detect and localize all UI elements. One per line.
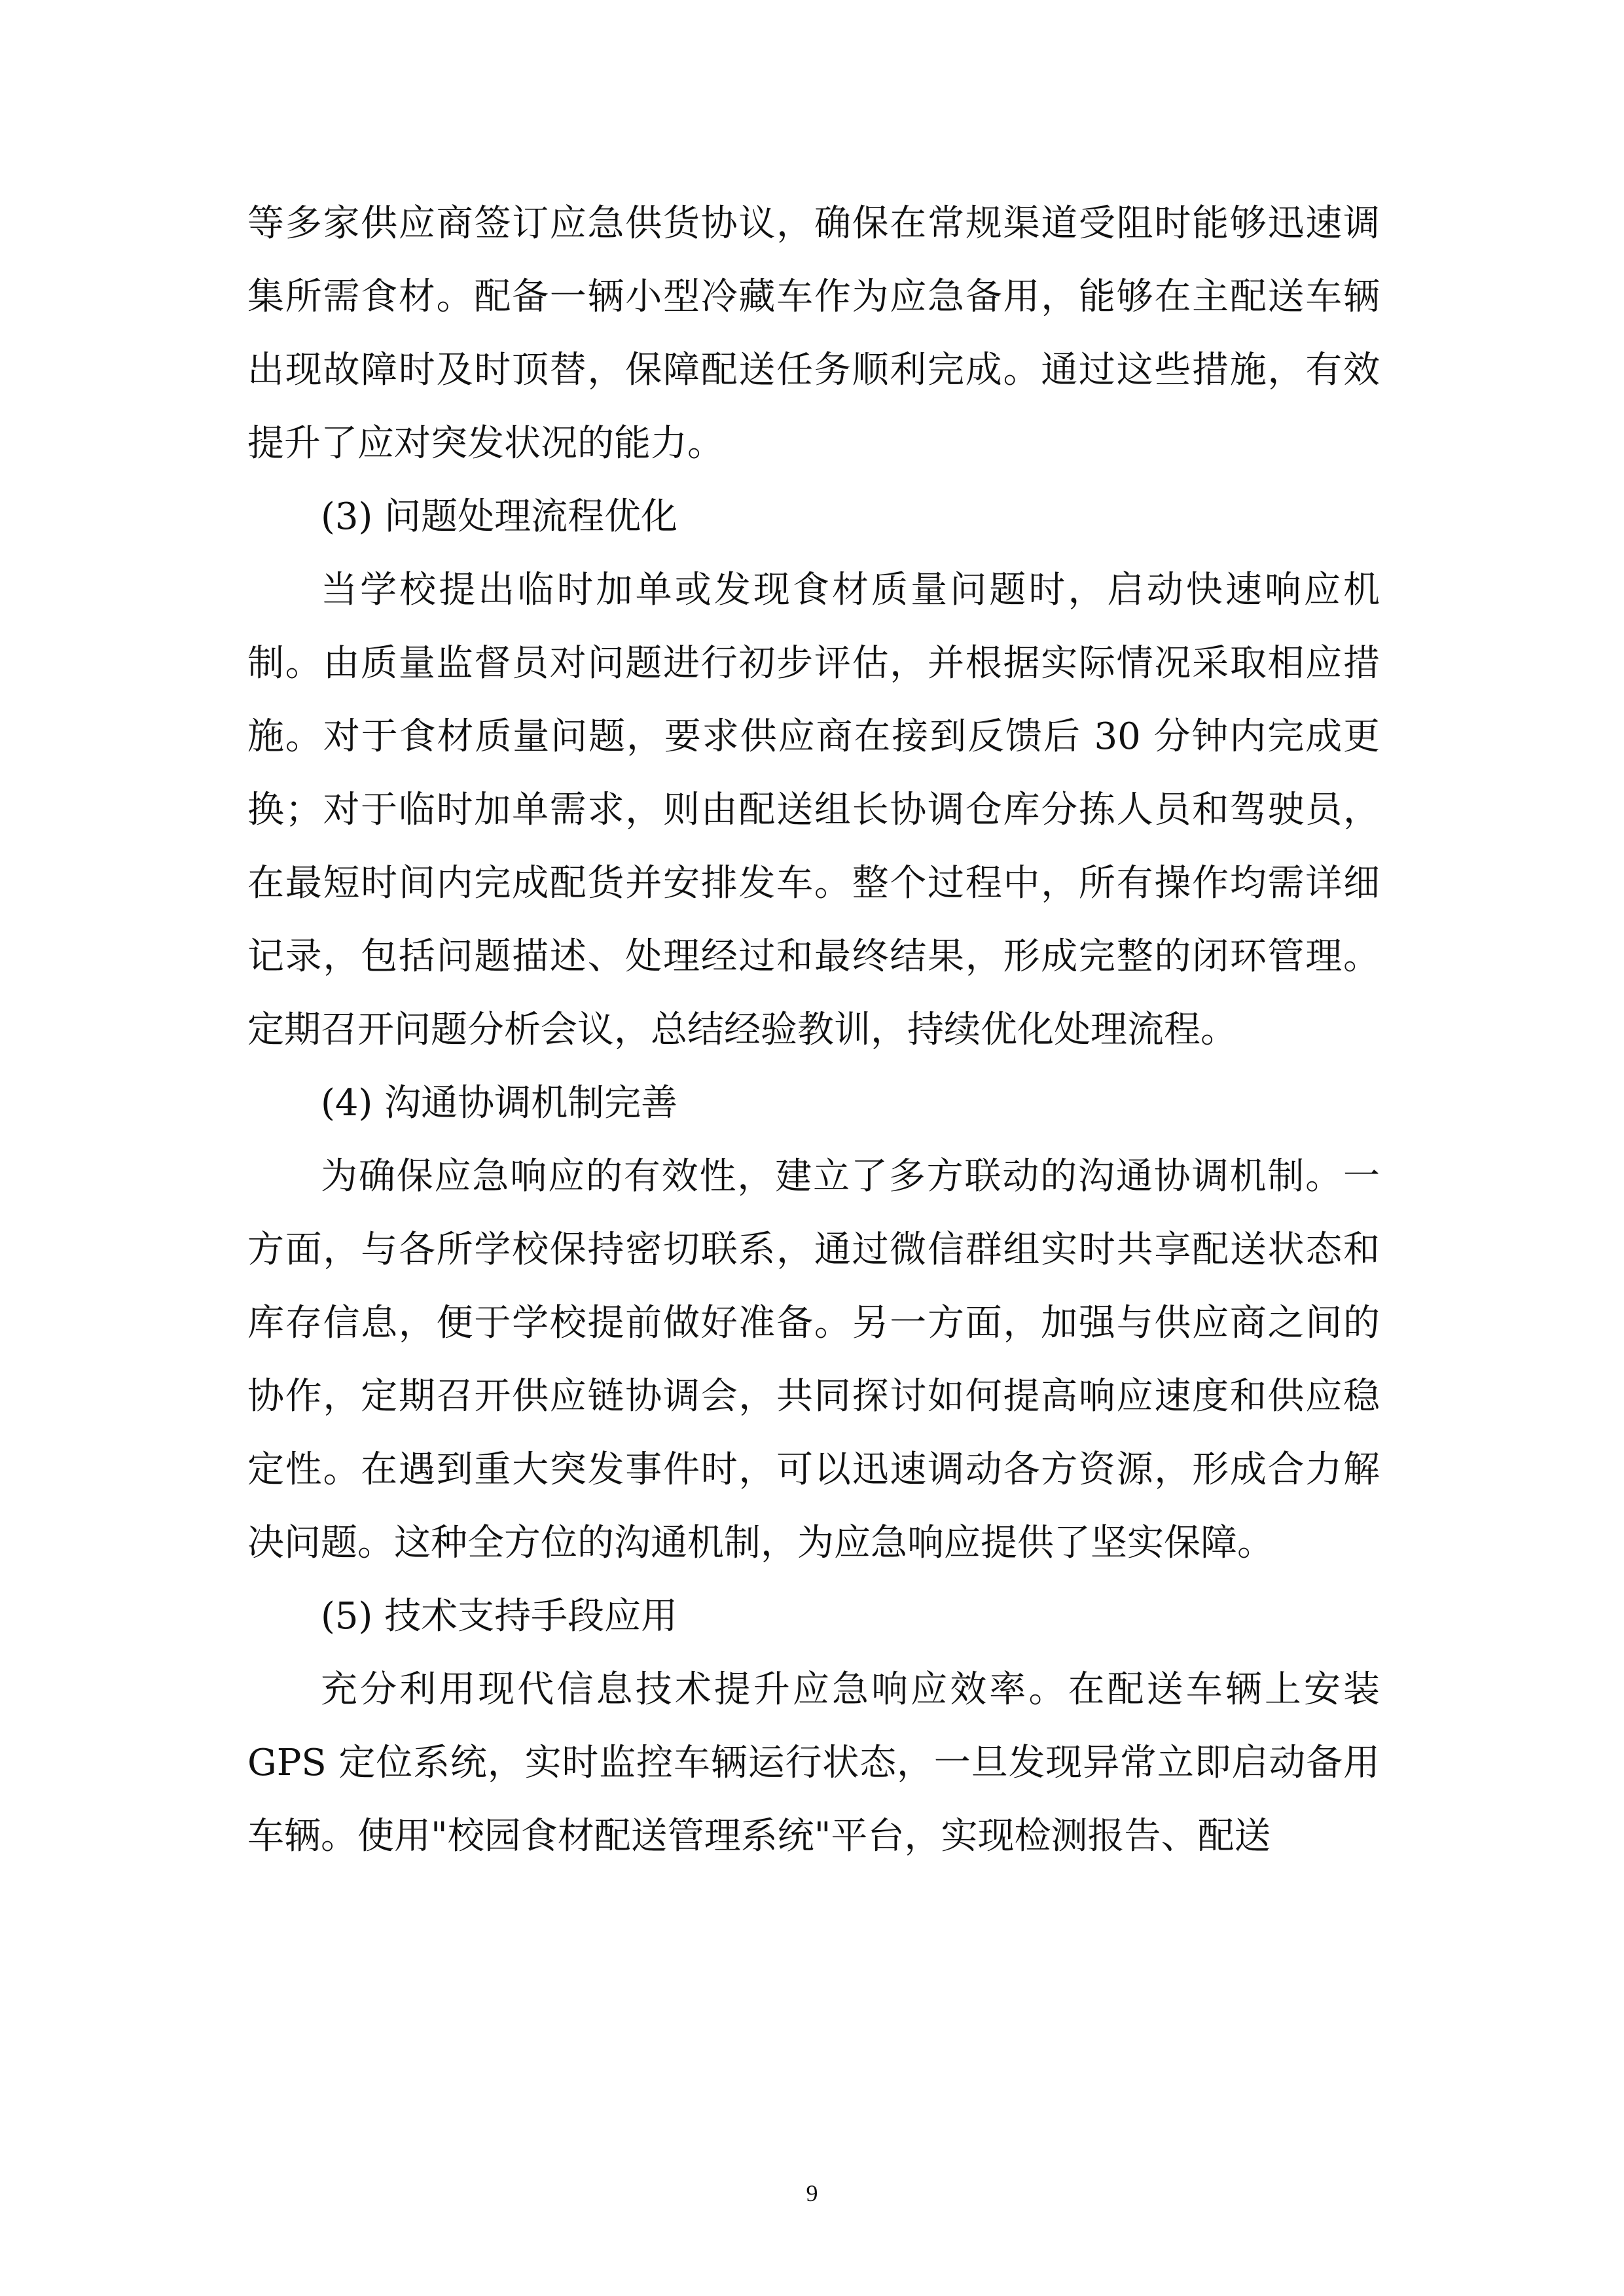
paragraph-emergency-supply: 等多家供应商签订应急供货协议，确保在常规渠道受阻时能够迅速调集所需食材。配备一辆小型冷藏车作为应急备用，能够在主配送车辆出现故障时及时顶替，保障配送任务顺利完成。通过这些措施，有效提升了应对突发状况的能力。 [247, 202, 1380, 465]
section-heading-4: (4) 沟通协调机制完善 [321, 1082, 678, 1124]
document-body [247, 187, 1380, 1873]
page-number: 9 [806, 2180, 818, 2206]
paragraph-communication: 为确保应急响应的有效性，建立了多方联动的沟通协调机制。一方面，与各所学校保持密切联系，通过微信群组实时共享配送状态和库存信息，便于学校提前做好准备。另一方面，加强与供应商之间的协作，定期召开供应链协调会，共同探讨如何提高响应速度和供应稳定性。在遇到重大突发事件时，可以迅速调动各方资源，形成合力解决问题。这种全方位的沟通机制，为应急响应提供了坚实保障。 [247, 1155, 1380, 1564]
paragraph-technology: 充分利用现代信息技术提升应急响应效率。在配送车辆上安装 GPS 定位系统，实时监控车辆运行状态，一旦发现异常立即启动备用车辆。使用"校园食材配送管理系统"平台，实现检测报告、配送 [247, 1668, 1380, 1857]
paragraph-issue-handling: 当学校提出临时加单或发现食材质量问题时，启动快速响应机制。由质量监督员对问题进行初步评估，并根据实际情况采取相应措施。对于食材质量问题，要求供应商在接到反馈后 30 分钟内完成更换；对于临时加单需求，则由配送组长协调仓库分拣人员和驾驶员，在最短时间内完成配货并安排发车。整个过程中，所有操作均需详细记录，包括问题描述、处理经过和最终结果，形成完整的闭环管理。定期召开问题分析会议，总结经验教训，持续优化处理流程。 [247, 569, 1380, 1051]
section-heading-5: (5) 技术支持手段应用 [321, 1595, 678, 1638]
section-heading-3: (3) 问题处理流程优化 [321, 495, 678, 538]
